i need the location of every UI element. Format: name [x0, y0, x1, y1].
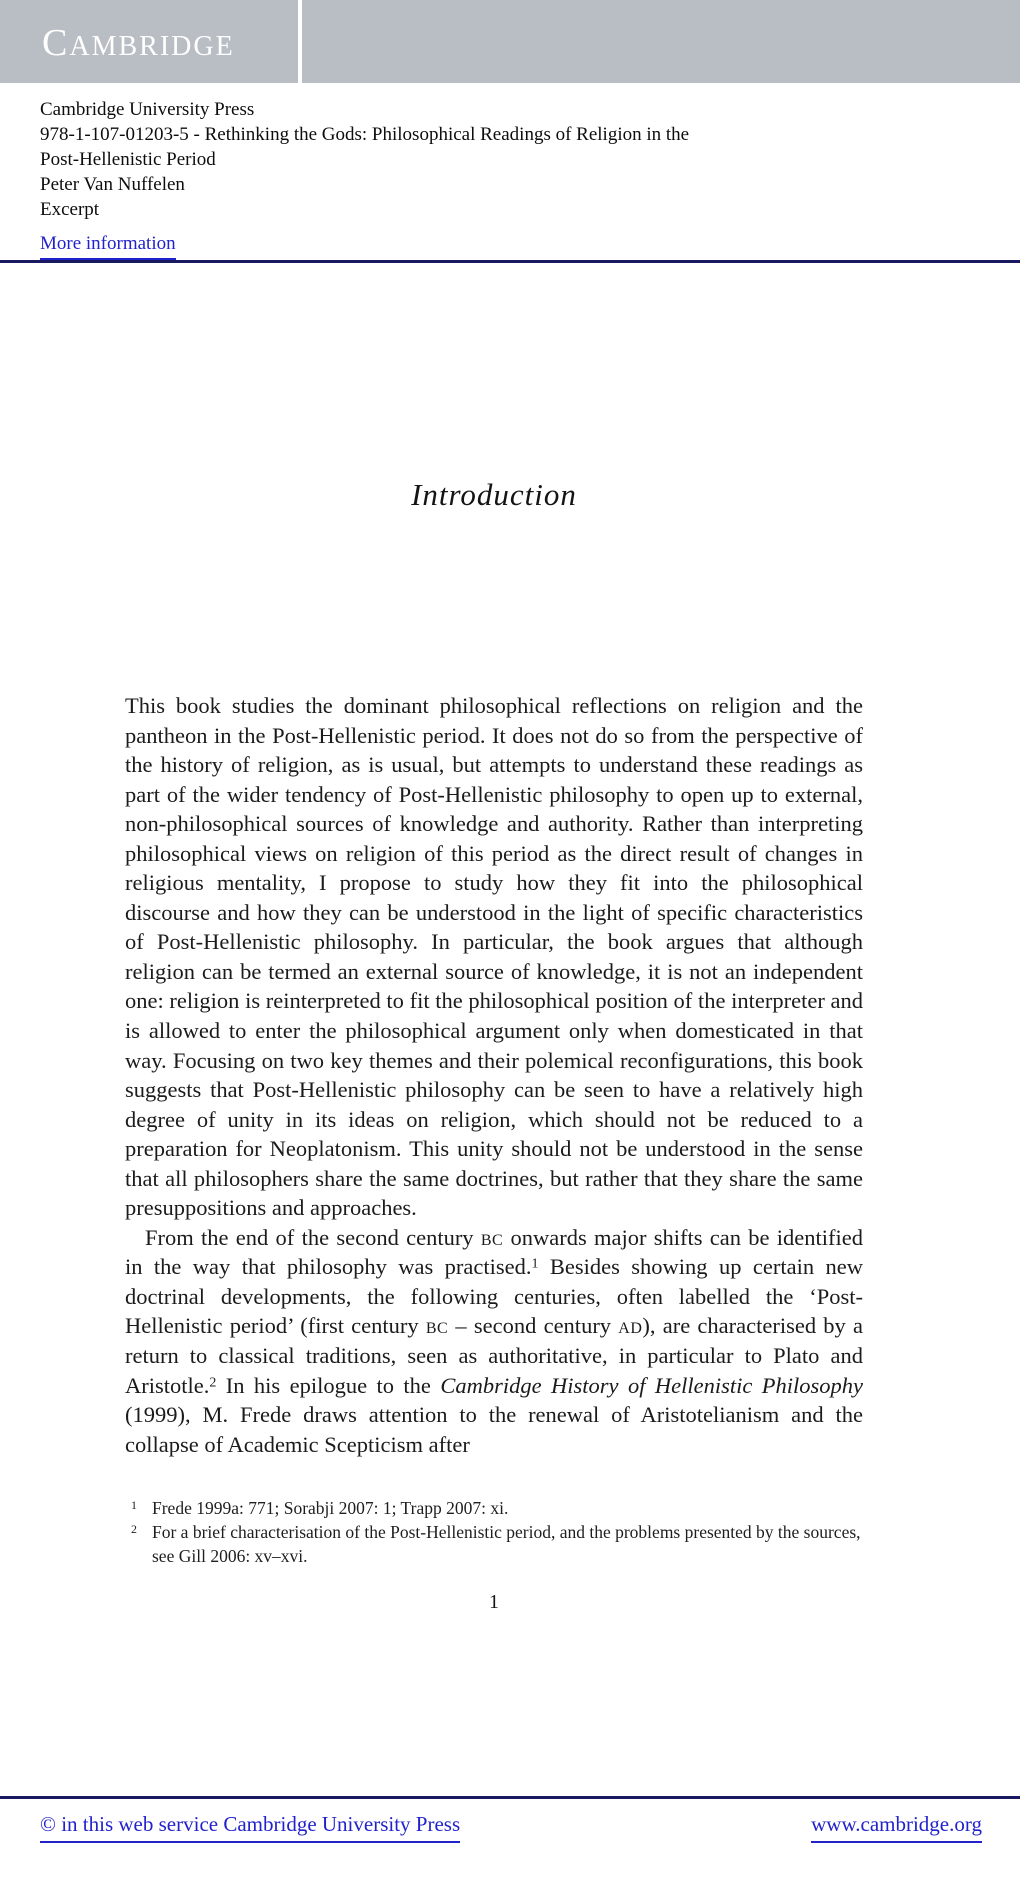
footnote-number: 2 — [131, 1522, 137, 1536]
text-segment-italic: Cambridge History of Hellenistic Philosophy — [440, 1372, 863, 1398]
body-paragraphs — [125, 691, 863, 1459]
bibliographic-header — [40, 97, 800, 260]
paragraph — [125, 691, 863, 1223]
text-segment-smallcaps: bc — [480, 1224, 504, 1250]
text-segment: This book studies the dominant philosophical reflections on religion and the pantheon in the Post-Hellenistic period. It does not do so from the perspective of the history of religion, as is usual, but attempts to understand these readings as part of the wider tendency of Post-Hellenistic philosophy to open up to external, non-philosophical sources of knowledge and authority. Rather than interpreting philosophical views on religion of this period as the direct result of changes in religious mentality, I propose to study how they fit into the philosophical discourse and how they can be understood in the light of specific characteristics of Post-Hellenistic philosophy. In particular, the book argues that although religion can be termed an external source of knowledge, it is not an independent one: religion is reinterpreted to fit the philosophical position of the interpreter and is allowed to enter the philosophical argument only when domesticated in that way. Focusing on two key themes and their polemical reconfigurations, this book suggests that Post-Hellenistic philosophy can be seen to have a relatively high degree of unity in its ideas on religion, which should not be reduced to a preparation for Neoplatonism. This unity should not be understood in the sense that all philosophers share the same doctrines, but rather that they share the same presuppositions and approaches. — [125, 693, 863, 1221]
footnote — [125, 1496, 863, 1520]
text-segment-smallcaps: bc — [425, 1313, 449, 1339]
text-segment: ), are characterised by a return to classical traditions, seen as authoritative, in particular to Plato and Aristotle. — [125, 1313, 863, 1398]
text-segment: Besides showing up certain new doctrinal developments, the following centuries, often labelled the ‘Post-Hellenistic period’ (first century — [125, 1254, 863, 1339]
top-divider-rule — [0, 260, 1020, 263]
bottom-divider-rule — [0, 1796, 1020, 1799]
title-continuation-line: Post-Hellenistic Period — [40, 149, 216, 170]
text-segment: In his epilogue to the — [216, 1372, 441, 1398]
footnotes — [125, 1496, 863, 1568]
footnote-text — [152, 1522, 861, 1566]
text-segment: For a brief characterisation of the Post-Hellenistic period, and the problems presented by the sources, see Gill 2006: xv–xvi. — [152, 1522, 861, 1566]
copyright-link[interactable]: © in this web service Cambridge University Press — [40, 1812, 460, 1843]
text-segment: From the end of the second century — [145, 1224, 481, 1250]
footnote-text — [152, 1498, 508, 1518]
cambridge-logo: CAMBRIDGE — [42, 22, 235, 64]
text-segment: (1999), M. Frede draws attention to the renewal of Aristotelianism and the collapse of Academic Scepticism after — [125, 1402, 863, 1457]
footnote — [125, 1520, 863, 1568]
author-name: Peter Van Nuffelen — [40, 174, 185, 195]
website-link[interactable]: www.cambridge.org — [811, 1812, 982, 1843]
paragraph — [125, 1223, 863, 1459]
text-segment: Frede 1999a: 771; Sorabji 2007: 1; Trapp 2007: xi. — [152, 1498, 509, 1518]
more-information-link[interactable]: More information — [40, 231, 176, 260]
excerpt-label: Excerpt — [40, 199, 100, 220]
page-number: 1 — [489, 1591, 499, 1613]
text-segment-sup: 1 — [531, 1257, 539, 1273]
publisher-banner — [0, 0, 1020, 83]
text-segment-smallcaps: ad — [618, 1313, 643, 1339]
text-segment: onwards major shifts can be identified in the way that philosophy was practised. — [125, 1224, 863, 1280]
chapter-title: Introduction — [411, 477, 577, 512]
text-segment-sup: 2 — [209, 1375, 217, 1391]
banner-divider — [298, 0, 302, 83]
publisher-name: Cambridge University Press — [40, 99, 255, 120]
page-footer — [40, 1812, 982, 1843]
text-segment: – second century — [448, 1313, 619, 1339]
footnote-number: 1 — [131, 1498, 137, 1512]
isbn-title-line: 978-1-107-01203-5 - Rethinking the Gods: Philosophical Readings of Religion in the — [40, 124, 690, 145]
